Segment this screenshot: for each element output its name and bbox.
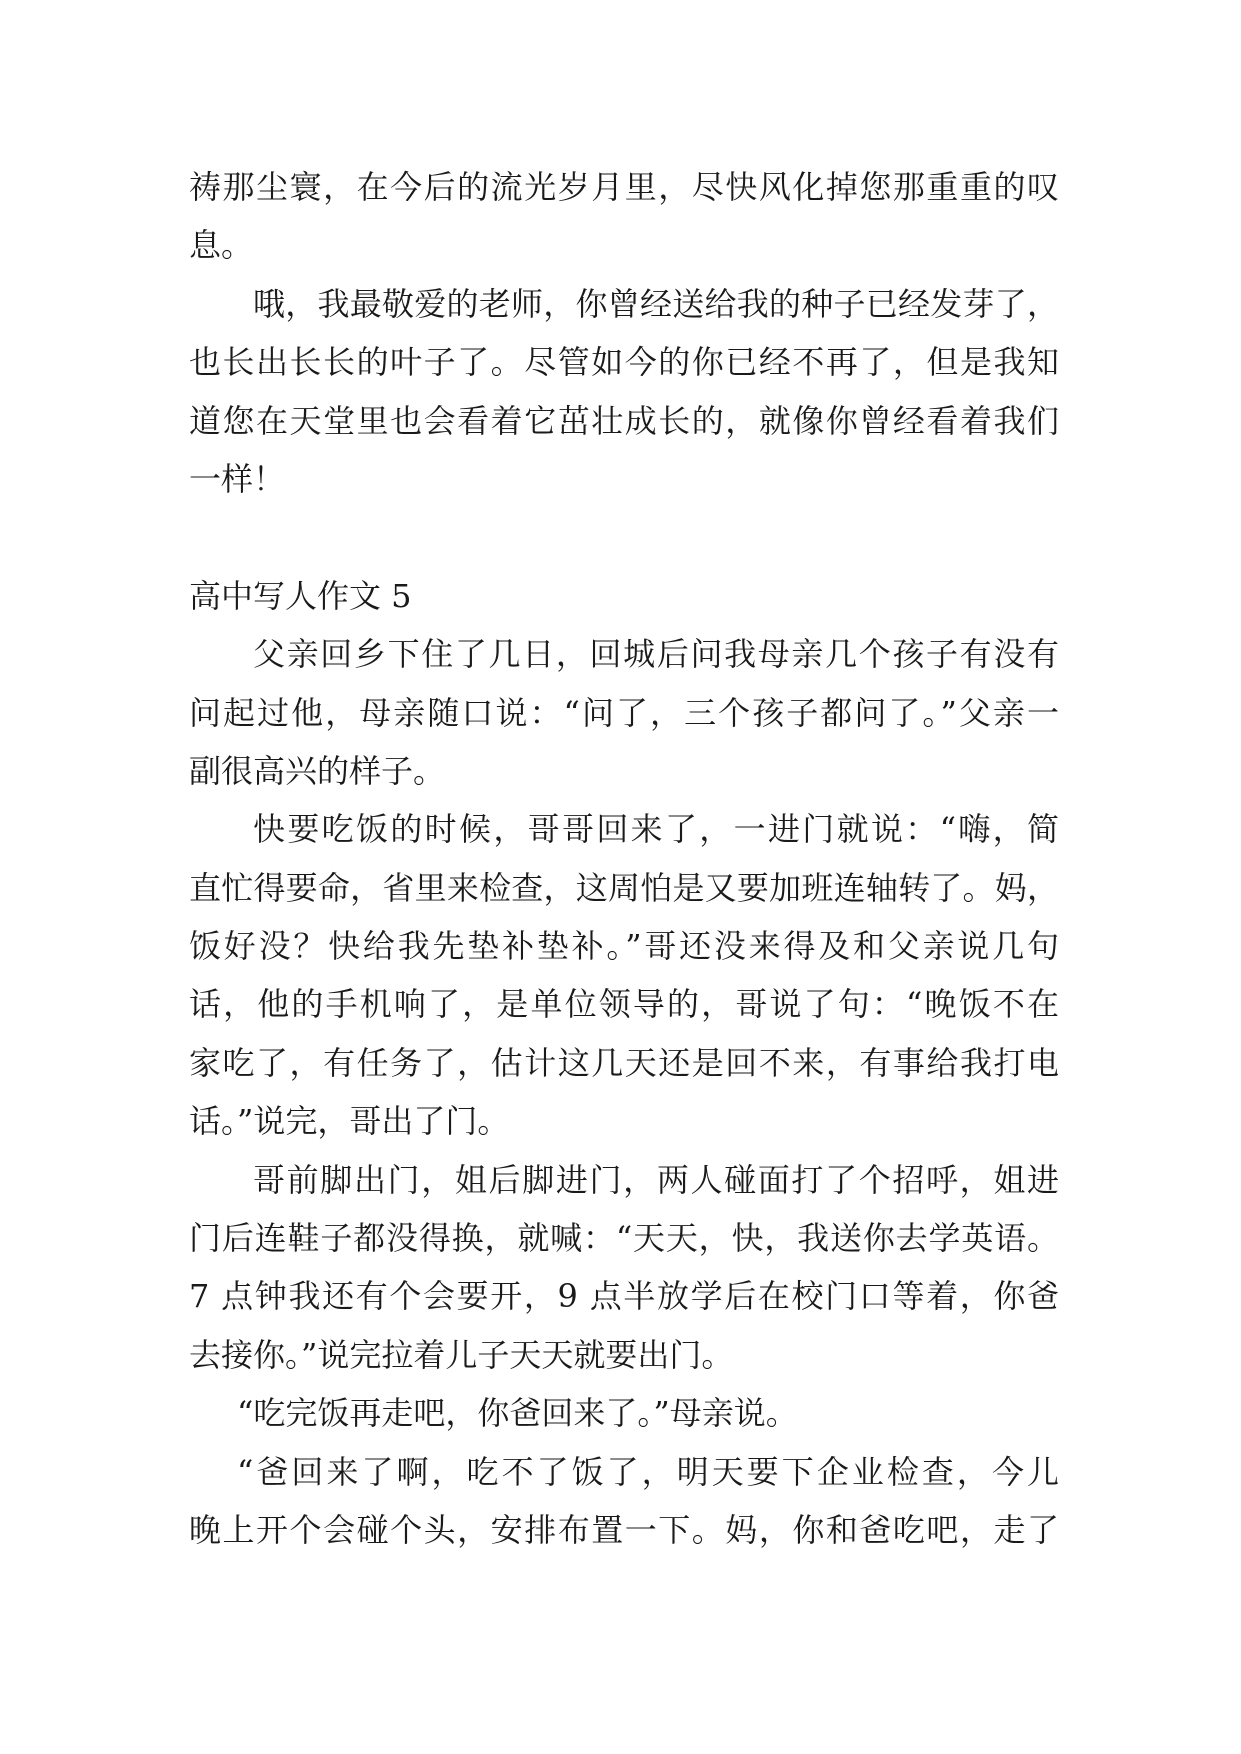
text-line: 一样！ — [189, 459, 286, 498]
text-line: 副很高兴的样子。 — [189, 751, 446, 790]
paragraph — [189, 158, 1059, 275]
text-line: 话，他的手机响了，是单位领导的，哥说了句：“晚饭不在 — [189, 985, 1059, 1024]
text-line: 父亲回乡下住了几日，回城后问我母亲几个孩子有没有 — [253, 635, 1059, 674]
text-line: 息。 — [189, 226, 254, 265]
text-line: 饭好没？快给我先垫补垫补。”哥还没来得及和父亲说几句 — [189, 927, 1059, 966]
text-line: 直忙得要命，省里来检查，这周怕是又要加班连轴转了。妈， — [189, 868, 1059, 907]
text-line: 道您在天堂里也会看着它茁壮成长的，就像你曾经看着我们 — [189, 401, 1059, 440]
paragraph — [189, 275, 1059, 509]
document-body — [189, 158, 1059, 1559]
text-line: 门后连鞋子都没得换，就喊：“天天，快，我送你去学英语。 — [189, 1219, 1059, 1258]
text-line: 家吃了，有任务了，估计这几天还是回不来，有事给我打电 — [189, 1043, 1059, 1082]
paragraph — [189, 1443, 1059, 1560]
paragraph — [189, 800, 1059, 1150]
essay-heading: 高中写人作文 5 — [189, 576, 412, 615]
text-line: 快要吃饭的时候，哥哥回来了，一进门就说：“嗨，简 — [253, 810, 1059, 849]
section-spacer — [189, 508, 1059, 566]
text-line: 哥前脚出门，姐后脚进门，两人碰面打了个招呼，姐进 — [253, 1160, 1059, 1199]
paragraph — [189, 1151, 1059, 1385]
paragraph — [189, 1384, 1059, 1442]
text-line: “吃完饭再走吧，你爸回来了。”母亲说。 — [237, 1394, 798, 1433]
text-line: 也长出长长的叶子了。尽管如今的你已经不再了，但是我知 — [189, 343, 1059, 382]
text-line: “爸回来了啊，吃不了饭了，明天要下企业检查，今儿 — [237, 1452, 1059, 1491]
text-line: 哦，我最敬爱的老师，你曾经送给我的种子已经发芽了， — [253, 284, 1059, 323]
text-line: 晚上开个会碰个头，安排布置一下。妈，你和爸吃吧，走了 — [189, 1510, 1059, 1549]
text-line: 7 点钟我还有个会要开，9 点半放学后在校门口等着，你爸 — [189, 1277, 1059, 1316]
paragraph — [189, 625, 1059, 800]
text-line: 祷那尘寰，在今后的流光岁月里，尽快风化掉您那重重的叹 — [189, 168, 1059, 206]
text-line: 去接你。”说完拉着儿子天天就要出门。 — [189, 1335, 734, 1374]
text-line: 话。”说完，哥出了门。 — [189, 1102, 510, 1141]
text-line: 问起过他，母亲随口说：“问了，三个孩子都问了。”父亲一 — [189, 693, 1059, 732]
